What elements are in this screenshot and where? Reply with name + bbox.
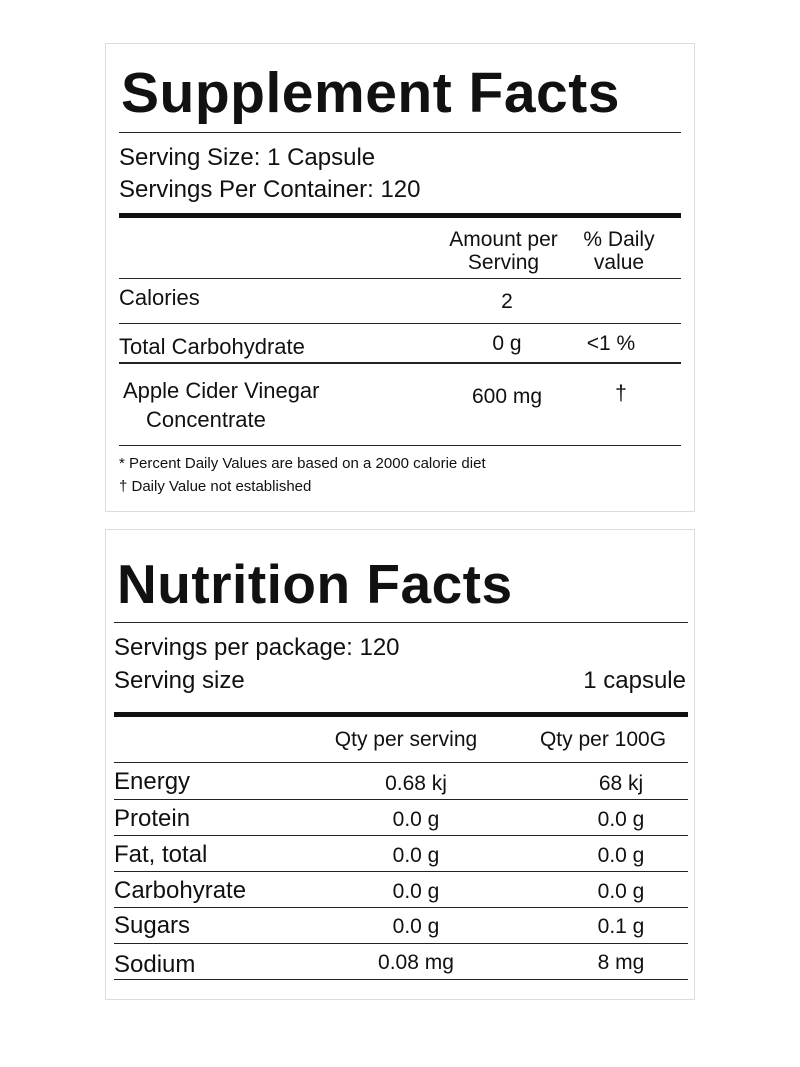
thick-divider <box>114 712 688 717</box>
divider <box>114 907 688 908</box>
qty-per-serving: 0.0 g <box>392 808 440 831</box>
qty-per-100g: 8 mg <box>597 951 645 974</box>
header-amount-per-serving: Amount per Serving <box>449 228 558 274</box>
divider <box>119 445 681 446</box>
nutrient-name-continued: Concentrate <box>146 407 266 432</box>
divider <box>119 132 681 133</box>
nutrient-name: Total Carbohydrate <box>119 334 305 359</box>
qty-per-100g: 0.1 g <box>597 915 645 938</box>
footnote-not-established: † Daily Value not established <box>119 478 312 495</box>
qty-per-serving: 0.68 kj <box>385 772 447 795</box>
divider <box>114 799 688 800</box>
nutrient-name: Energy <box>114 768 191 795</box>
nutrition-title: Nutrition Facts <box>117 553 513 615</box>
footnote-daily-values: * Percent Daily Values are based on a 2000 calorie diet <box>119 455 486 472</box>
nutrient-amount: 2 <box>501 290 513 313</box>
nutrient-name: Sugars <box>114 912 191 939</box>
servings-per-package: Servings per package: 120 <box>114 634 400 661</box>
nutrient-daily-value: † <box>615 382 627 405</box>
qty-per-100g: 0.0 g <box>597 880 645 903</box>
qty-per-serving: 0.0 g <box>392 880 440 903</box>
header-qty-per-serving: Qty per serving <box>334 728 478 751</box>
divider <box>119 323 681 324</box>
divider <box>114 835 688 836</box>
nutrient-name: Apple Cider Vinegar <box>123 378 320 403</box>
nutrient-amount: 600 mg <box>471 385 543 408</box>
header-qty-per-100g: Qty per 100G <box>539 728 667 751</box>
qty-per-serving: 0.0 g <box>392 915 440 938</box>
qty-per-100g: 68 kj <box>598 772 644 795</box>
qty-per-100g: 0.0 g <box>597 808 645 831</box>
nutrition-facts-panel <box>105 529 695 1000</box>
divider <box>114 871 688 872</box>
qty-per-serving: 0.0 g <box>392 844 440 867</box>
serving-size: Serving Size: 1 Capsule <box>119 144 376 171</box>
nutrient-name: Calories <box>119 285 200 310</box>
divider <box>114 943 688 944</box>
supplement-title: Supplement Facts <box>121 61 620 125</box>
nutrient-name: Carbohyrate <box>114 877 247 904</box>
nutrient-name: Sodium <box>114 951 196 978</box>
qty-per-serving: 0.08 mg <box>378 951 454 974</box>
serving-size-value: 1 capsule <box>583 667 686 694</box>
nutrient-name: Fat, total <box>114 841 208 868</box>
header-daily-value: % Daily value <box>583 228 655 274</box>
divider <box>114 622 688 623</box>
qty-per-100g: 0.0 g <box>597 844 645 867</box>
divider <box>119 278 681 279</box>
nutrient-name: Protein <box>114 805 191 832</box>
thick-divider <box>119 213 681 218</box>
divider <box>114 762 688 763</box>
divider <box>119 362 681 364</box>
nutrient-daily-value: <1 % <box>586 332 636 355</box>
nutrient-amount: 0 g <box>492 332 522 355</box>
servings-per-container: Servings Per Container: 120 <box>119 176 421 203</box>
supplement-facts-panel <box>105 43 695 512</box>
serving-size-label: Serving size <box>114 667 245 694</box>
divider <box>114 979 688 980</box>
